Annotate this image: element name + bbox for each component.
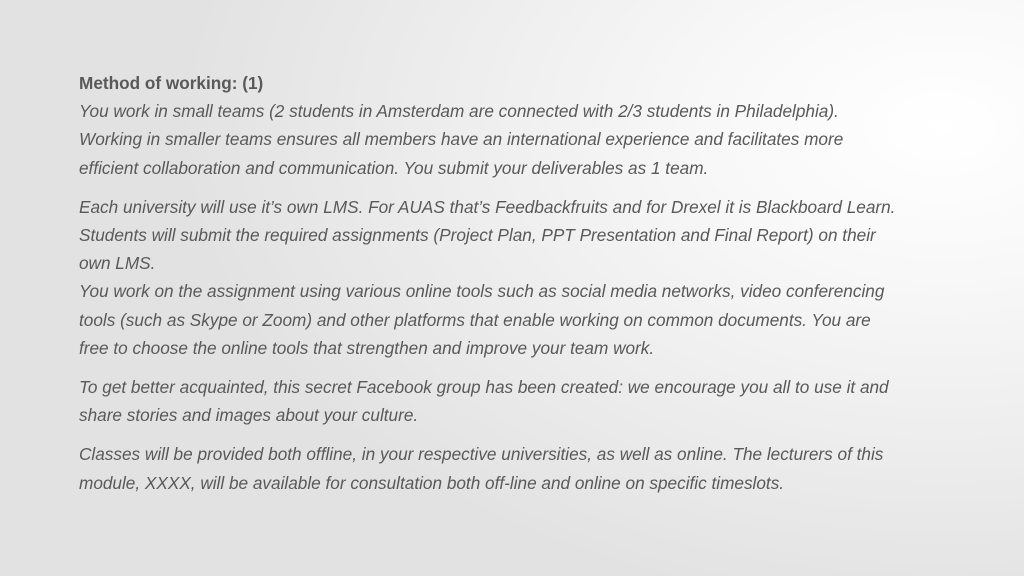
- paragraph-classes: Classes will be provided both offline, in your respective universities, as well as online. The lecturers of this module, XXXX, will be available for consultation both off-line and online on specific timeslots.: [79, 444, 884, 493]
- paragraph-facebook-group: To get better acquainted, this secret Facebook group has been created: we encourage you all to use it and share stories and images about your culture.: [79, 377, 889, 426]
- slide-text-body: [79, 69, 899, 497]
- paragraph-online-tools: You work on the assignment using various online tools such as social media networks, video conferencing tools (such as Skype or Zoom) and other platforms that enable working on common documents. You are free to choose the online tools that strengthen and improve your team work.: [79, 281, 885, 358]
- paragraph-team-benefits: Working in smaller teams ensures all members have an international experience and facilitates more efficient collaboration and communication. You submit your deliverables as 1 team.: [79, 129, 844, 178]
- slide-title: Method of working: (1): [79, 73, 264, 93]
- paragraph-lms: Each university will use it’s own LMS. For AUAS that’s Feedbackfruits and for Drexel it is Blackboard Learn. Students will submit the required assignments (Project Plan, PPT Presentation and Final Report) on their own LMS.: [79, 196, 896, 274]
- paragraph-team-size: You work in small teams (2 students in Amsterdam are connected with 2/3 students in Philadelphia).: [79, 101, 839, 122]
